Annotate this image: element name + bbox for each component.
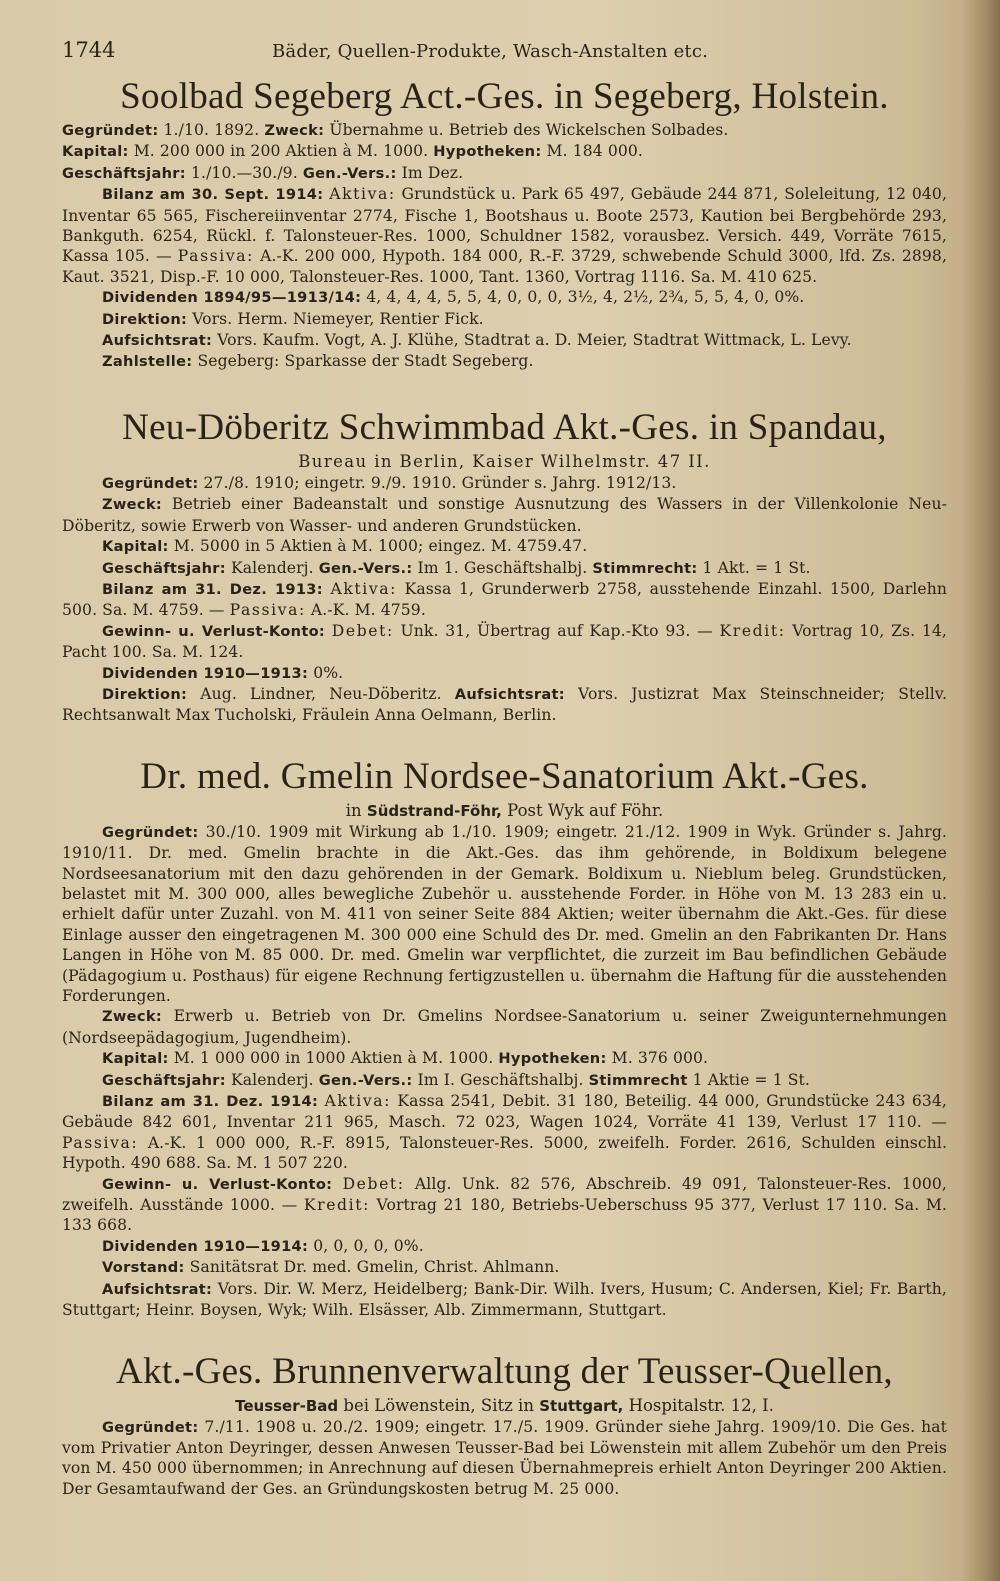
entry-gmelin-sanatorium bbox=[62, 754, 947, 1321]
entry-title: Dr. med. Gmelin Nordsee-Sanatorium Akt.-Ges. bbox=[140, 755, 869, 797]
entry-title: Soolbad Segeberg Act.-Ges. in Segeberg, Holstein. bbox=[120, 76, 889, 117]
running-head bbox=[62, 38, 947, 68]
entry-soolbad-segeberg bbox=[62, 74, 947, 373]
management: Direktion: Aug. Lindner, Neu-Döberitz. Aufsichtsrat: Vors. Justizrat Max Steinschneider; Stellv. Rechtsanwalt Max Tucholski, Fräulein Anna Oelmann, Berlin. bbox=[62, 684, 947, 725]
founded: Gegründet: 30./10. 1909 mit Wirkung ab 1./10. 1909; eingetr. 21./12. 1909 in Wyk. Gründer s. Jahrg. 1910/11. Dr. med. Gmelin brachte in die Akt.-Ges. das ihm gehörende, in Boldixum belegene Nordseesanatorium mit den dazu gehörenden in der Gemark. Boldixum u. Nieblum beleg. Grundstücken, belastet mit M. 300 000, alles bewegliche Zubehör u. ausstehende Forder. in Höhe von M. 13 283 ein u. erhielt dafür unter Zuzahl. von M. 411 von seiner Seite 884 Aktien; weiter übernahm die Akt.-Ges. für diese Einlage ausser den eingetragenen M. 300 000 eine Schuld des Dr. med. Gmelin an den Fabrikanten Dr. Hans Langen in Höhe von M. 85 000. Dr. med. Gmelin war verpflichtet, die zurzeit im Bau befindlichen Gebäude (Pädagogium u. Posthaus) für eigene Rechnung fertigzustellen u. übernahm die Haftung für die ausstehenden Forderungen. bbox=[62, 822, 947, 1005]
balance-sheet: Bilanz am 31. Dez. 1913: Aktiva: Kassa 1, Grunderwerb 2758, ausstehende Einzahl. 1500, Darlehn 500. Sa. M. 4759. — Passiva: A.-K. M. 4759. bbox=[62, 579, 948, 620]
purpose: Zweck: Erwerb u. Betrieb von Dr. Gmelins Nordsee-Sanatorium u. seiner Zweigunternehmungen (Nordseepädagogium, Jugendheim). bbox=[62, 1007, 947, 1047]
founded: Gegründet: 27./8. 1910; eingetr. 9./9. 1910. Gründer s. Jahrg. 1912/13. bbox=[102, 473, 677, 492]
board: Vorstand: Sanitätsrat Dr. med. Gmelin, Christ. Ahlmann. bbox=[102, 1258, 560, 1277]
capital: Kapital: M. 5000 in 5 Aktien à M. 1000; eingez. M. 4759.47. bbox=[102, 537, 588, 556]
entry-subtitle: Bureau in Berlin, Kaiser Wilhelmstr. 47 II. bbox=[298, 451, 711, 471]
supervisory-board: Aufsichtsrat: Vors. Kaufm. Vogt, A. J. Klühe, Stadtrat a. D. Meier, Stadtrat Wittmack, L. Levy. bbox=[102, 331, 852, 350]
entry-neu-doeberitz bbox=[62, 405, 947, 726]
fiscal-year: Geschäftsjahr: Kalenderj. Gen.-Vers.: Im I. Geschäftshalbj. Stimmrecht 1 Aktie = 1 St. bbox=[102, 1070, 810, 1089]
paying-agent: Zahlstelle: Segeberg: Sparkasse der Stadt Segeberg. bbox=[102, 352, 534, 371]
page-edge-shadow bbox=[962, 0, 1000, 1581]
entry-line: Kapital: M. 200 000 in 200 Aktien à M. 1000. Hypotheken: M. 184 000. bbox=[62, 142, 643, 161]
balance-sheet: Bilanz am 31. Dez. 1914: Aktiva: Kassa 2541, Debit. 31 180, Beteilig. 44 000, Grundstücke 243 634, Gebäude 842 601, Inventar 211 965, Masch. 72 023, Wagen 1024, Vorräte 41 139, Verlust 17 110. — Passiva: A.-K. 1 000 000, R.-F. 8915, Talonsteuer-Res. 5000, zweifelh. Forder. 2616, Schulden einschl. Hypoth. 490 688. Sa. M. 1 507 220. bbox=[62, 1092, 947, 1173]
founded: Gegründet: 7./11. 1908 u. 20./2. 1909; eingetr. 17./5. 1909. Gründer siehe Jahrg. 1909/10. Die Ges. hat vom Privatier Anton Deyringer, dessen Anwesen Teusser-Bad bei Löwenstein mit allem Zubehör um den Preis von M. 450 000 übernommen; in Anrechnung auf diesen Übernahmepreis erhielt Anton Deyringer 200 Aktien. Der Gesamtaufwand der Ges. an Gründungskosten betrug M. 25 000. bbox=[62, 1417, 947, 1498]
entry-line: Gegründet: 1./10. 1892. Zweck: Übernahme u. Betrieb des Wickelschen Solbades. bbox=[62, 121, 729, 139]
balance-sheet: Bilanz am 30. Sept. 1914: Aktiva: Grundstück u. Park 65 497, Gebäude 244 871, Soleleitung, 12 040, Inventar 65 565, Fischereiinventar 2774, Fische 1, Bootshaus u. Boote 2573, Kaution bei Bergbehörde 293, Bankguth. 6254, Rückl. f. Talonsteuer-Res. 1000, Schuldner 1582, vorausbez. Versich. 449, Vorräte 7615, Kassa 105. — Passiva: A.-K. 200 000, Hypoth. 184 000, R.-F. 3729, schwebende Schuld 3000, lfd. Zs. 2898, Kaut. 3521, Disp.-F. 10 000, Talonsteuer-Res. 1000, Tant. 1360, Vortrag 1116. Sa. M. 410 625. bbox=[62, 185, 948, 286]
running-title: Bäder, Quellen-Produkte, Wasch-Anstalten etc. bbox=[272, 41, 709, 62]
purpose: Zweck: Betrieb einer Badeanstalt und sonstige Ausnutzung des Wassers in der Villenkolonie Neu-Döberitz, sowie Erwerb von Wasser- und anderen Grundstücken. bbox=[62, 495, 947, 535]
profit-loss: Gewinn- u. Verlust-Konto: Debet: Unk. 31, Übertrag auf Kap.-Kto 93. — Kredit: Vortrag 10, Zs. 14, Pacht 100. Sa. M. 124. bbox=[62, 621, 947, 662]
page-number: 1744 bbox=[62, 38, 116, 62]
dividends: Dividenden 1894/95—1913/14: 4, 4, 4, 4, 5, 5, 4, 0, 0, 0, 3½, 4, 2½, 2¾, 5, 5, 4, 0, 0%. bbox=[102, 288, 805, 307]
dividends: Dividenden 1910—1914: 0, 0, 0, 0, 0%. bbox=[102, 1236, 424, 1255]
entry-subtitle: in Südstrand-Föhr, Post Wyk auf Föhr. bbox=[345, 800, 664, 820]
entry-title: Akt.-Ges. Brunnenverwaltung der Teusser-Quellen, bbox=[116, 1350, 893, 1392]
capital: Kapital: M. 1 000 000 in 1000 Aktien à M. 1000. Hypotheken: M. 376 000. bbox=[102, 1049, 709, 1068]
profit-loss: Gewinn- u. Verlust-Konto: Debet: Allg. Unk. 82 576, Abschreib. 49 091, Talonsteuer-Res. 1000, zweifelh. Ausstände 1000. — Kredit: Vortrag 21 180, Betriebs-Ueberschuss 95 377, Verlust 17 110. Sa. M. 133 668. bbox=[62, 1174, 947, 1235]
fiscal-year: Geschäftsjahr: Kalenderj. Gen.-Vers.: Im 1. Geschäftshalbj. Stimmrecht: 1 Akt. = 1 St. bbox=[102, 558, 811, 577]
supervisory-board: Aufsichtsrat: Vors. Dir. W. Merz, Heidelberg; Bank-Dir. Wilh. Ivers, Husum; C. Andersen, Kiel; Fr. Barth, Stuttgart; Heinr. Boysen, Wyk; Wilh. Elsässer, Alb. Zimmermann, Stuttgart. bbox=[62, 1279, 947, 1320]
entry-line: Geschäftsjahr: 1./10.—30./9. Gen.-Vers.: Im Dez. bbox=[62, 163, 464, 182]
management: Direktion: Vors. Herm. Niemeyer, Rentier Fick. bbox=[102, 309, 484, 328]
dividends: Dividenden 1910—1913: 0%. bbox=[102, 663, 344, 682]
entry-teusser-quellen bbox=[62, 1349, 947, 1500]
entry-title: Neu-Döberitz Schwimmbad Akt.-Ges. in Spandau, bbox=[122, 406, 887, 448]
entry-subtitle: Teusser-Bad bei Löwenstein, Sitz in Stuttgart, Hospitalstr. 12, I. bbox=[235, 1395, 774, 1415]
page-content bbox=[62, 38, 947, 1499]
